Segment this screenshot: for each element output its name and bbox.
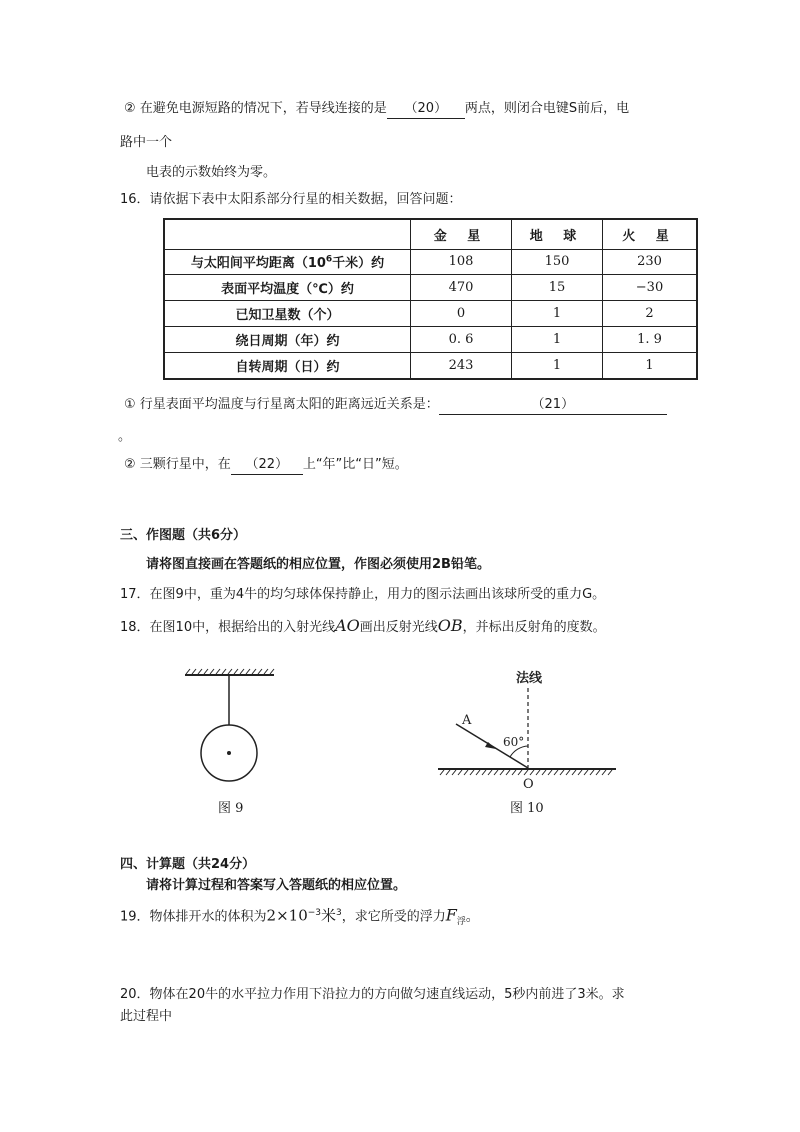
- table-cell: 1: [603, 352, 698, 379]
- row-label-temperature: 表面平均温度（℃）约: [164, 275, 411, 301]
- figure-10-reflection: [430, 660, 630, 790]
- table-cell: 243: [411, 352, 512, 379]
- table-cell: 15: [512, 275, 603, 301]
- angle-label: 60°: [503, 735, 525, 749]
- section4-title: 四、计算题（共24分）: [120, 857, 256, 872]
- q16-text: 请依据下表中太阳系部分行星的相关数据，回答问题：: [149, 192, 462, 207]
- q16-sub2-before: 三颗行星中，在: [139, 457, 231, 472]
- table-cell: 1. 9: [603, 327, 698, 353]
- q15-sub2-number: ②: [124, 101, 136, 116]
- q15-line3: 电表的示数始终为零。: [146, 165, 277, 180]
- table-cell: 108: [411, 249, 512, 275]
- q15-line1-after: 两点，则闭合电键S前后，电: [464, 101, 630, 116]
- header-earth: 地 球: [512, 219, 603, 249]
- q16-sub1-end: 。: [118, 429, 132, 444]
- section3-instruction: 请将图直接画在答题纸的相应位置，作图必须使用2B铅笔。: [146, 557, 490, 572]
- row-label-distance: 与太阳间平均距离（$10^6$千米）约: [164, 249, 411, 275]
- q19-exponent: −3: [307, 908, 322, 918]
- answer-blank-20[interactable]: （20）: [387, 100, 465, 119]
- table-header-row: [164, 219, 697, 249]
- table-row: [164, 249, 697, 275]
- q16-sub1-number: ①: [124, 397, 136, 412]
- q18-mid: 画出反射光线: [359, 620, 438, 635]
- q19-unit: 米: [321, 906, 337, 925]
- table-row: [164, 327, 697, 353]
- q16-prompt: [120, 191, 462, 209]
- q19-force-symbol: F: [445, 905, 457, 925]
- q16-sub2-number: ②: [124, 457, 136, 472]
- table-cell: 0. 6: [411, 327, 512, 353]
- q16-sub1-text: 行星表面平均温度与行星离太阳的距离远近关系是：: [139, 397, 439, 412]
- answer-blank-21[interactable]: （21）: [439, 396, 667, 415]
- q19-end: 。: [465, 909, 479, 925]
- answer-blank-22[interactable]: （22）: [231, 456, 303, 475]
- table-cell: 150: [512, 249, 603, 275]
- q16-sub1: [124, 396, 667, 415]
- section4-instruction: 请将计算过程和答案写入答题纸的相应位置。: [146, 878, 407, 893]
- normal-label: 法线: [516, 671, 543, 686]
- ceiling-hatching: [186, 669, 274, 674]
- q18-before: 18．在图10中，根据给出的入射光线: [120, 620, 336, 635]
- q15-line1: [124, 100, 629, 119]
- ball-center-dot: [227, 751, 231, 755]
- table-cell: 0: [411, 301, 512, 327]
- q19-coefficient: 2×10: [266, 906, 308, 925]
- q18-ob: OB: [437, 616, 463, 635]
- point-a-label: A: [462, 713, 472, 728]
- q19-before: 19．物体排开水的体积为: [120, 909, 267, 925]
- planet-data-table: [163, 218, 698, 380]
- row-label-orbit-period: 绕日周期（年）约: [164, 327, 411, 353]
- q16-number: 16．: [120, 192, 150, 207]
- table-cell: 230: [603, 249, 698, 275]
- figure-10-caption: 图 10: [510, 801, 544, 816]
- q20-line2: 此过程中: [120, 1009, 173, 1024]
- q19-mid: ，求它所受的浮力: [341, 909, 446, 925]
- table-cell: 1: [512, 327, 603, 353]
- q15-line1-text: 在避免电源短路的情况下，若导线连接的是: [139, 101, 387, 116]
- table-cell: 2: [603, 301, 698, 327]
- header-mars: 火 星: [603, 219, 698, 249]
- table-cell: 1: [512, 352, 603, 379]
- header-venus: 金 星: [411, 219, 512, 249]
- q15-line2: 路中一个: [120, 135, 173, 150]
- q19-unit-exponent: 3: [336, 908, 342, 918]
- table-cell: 470: [411, 275, 512, 301]
- q19-text: [120, 904, 479, 931]
- figure-9-hanging-ball: [180, 665, 280, 790]
- q20-line1: 20．物体在20牛的水平拉力作用下沿拉力的方向做匀速直线运动，5秒内前进了3米。求: [120, 987, 625, 1002]
- section3-title: 三、作图题（共6分）: [120, 528, 247, 543]
- q18-after: ，并标出反射角的度数。: [462, 620, 606, 635]
- q16-sub2: [124, 456, 408, 475]
- row-label-rotation-period: 自转周期（日）约: [164, 352, 411, 379]
- table-row: [164, 352, 697, 379]
- q17-text: 17．在图9中，重为4牛的均匀球体保持静止，用力的图示法画出该球所受的重力G。: [120, 587, 606, 602]
- q18-ao: AO: [335, 616, 360, 635]
- table-cell: −30: [603, 275, 698, 301]
- point-o-label: O: [523, 777, 534, 790]
- q19-force-subscript: 浮: [456, 916, 466, 927]
- figure-9-caption: 图 9: [218, 801, 244, 816]
- table-row: [164, 275, 697, 301]
- row-label-satellites: 已知卫星数（个）: [164, 301, 411, 327]
- mirror-hatching: [440, 770, 612, 775]
- q18-text: [120, 617, 606, 637]
- table-row: [164, 301, 697, 327]
- table-corner-cell: [164, 219, 411, 249]
- table-cell: 1: [512, 301, 603, 327]
- q16-sub2-after: 上“年”比“日”短。: [302, 457, 408, 472]
